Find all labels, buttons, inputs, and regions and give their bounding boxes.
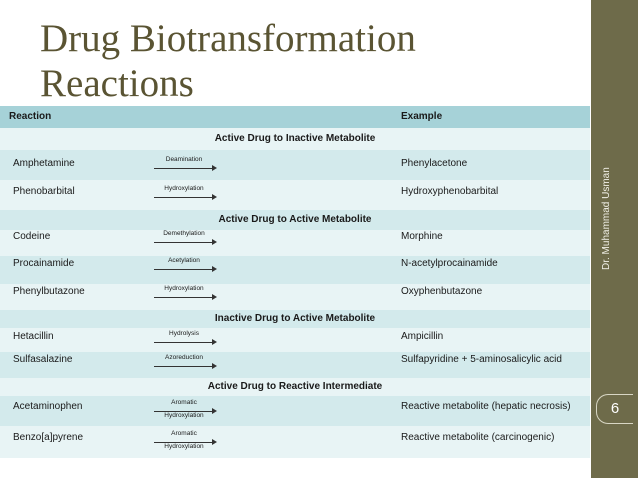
table-row: [0, 396, 590, 426]
example-metabolite: Phenylacetone: [401, 158, 468, 169]
arrow-right-icon: [212, 339, 217, 345]
reaction-label: Hydroxylation: [164, 285, 204, 292]
example-metabolite: Morphine: [401, 231, 443, 242]
reaction-label: Hydroxylation: [164, 185, 204, 192]
section-header: [0, 210, 590, 230]
author-name: Dr. Muhammad Usman: [601, 167, 612, 270]
reaction-arrow: [154, 430, 220, 450]
reaction-label: Demethylation: [163, 230, 205, 237]
example-metabolite: Oxyphenbutazone: [401, 286, 483, 297]
arrow-right-icon: [212, 363, 217, 369]
example-metabolite: Hydroxyphenobarbital: [401, 186, 499, 197]
drug-name: Codeine: [13, 231, 51, 242]
reaction-label: Aromatic: [171, 430, 197, 437]
title-line-1: Drug Biotransformation: [40, 17, 416, 60]
table-row: [0, 150, 590, 180]
section-label: Active Drug to Active Metabolite: [218, 214, 372, 225]
example-metabolite: Reactive metabolite (hepatic necrosis): [401, 401, 571, 412]
section-header: [0, 378, 590, 396]
reaction-arrow: [154, 285, 220, 293]
drug-name: Hetacillin: [13, 331, 54, 342]
reaction-arrow: [154, 185, 220, 193]
header-example: Example: [401, 111, 443, 122]
table-row: [0, 180, 590, 210]
section-label: Active Drug to Inactive Metabolite: [214, 133, 376, 144]
reaction-arrow: [154, 330, 220, 338]
reaction-arrow: [154, 399, 220, 419]
table-header: [0, 106, 590, 128]
reaction-label-2: Hydroxylation: [164, 443, 204, 450]
table-row: [0, 426, 590, 458]
header-reaction: Reaction: [9, 111, 52, 122]
reaction-table: [0, 106, 590, 458]
section-header: [0, 310, 590, 328]
section-label: Active Drug to Reactive Intermediate: [207, 381, 383, 392]
reaction-arrow: [154, 156, 220, 164]
drug-name: Sulfasalazine: [13, 354, 73, 365]
reaction-arrow: [154, 230, 220, 238]
reaction-arrow: [154, 257, 220, 265]
arrow-right-icon: [212, 266, 217, 272]
drug-name: Acetaminophen: [13, 401, 83, 412]
section-label: Inactive Drug to Active Metabolite: [214, 313, 376, 324]
drug-name: Amphetamine: [13, 158, 75, 169]
table-row: [0, 230, 590, 256]
reaction-label-2: Hydroxylation: [164, 412, 204, 419]
drug-name: Phenylbutazone: [13, 286, 85, 297]
example-metabolite: Ampicillin: [401, 331, 444, 342]
reaction-arrow: [154, 354, 220, 362]
table-row: [0, 352, 590, 378]
arrow-right-icon: [212, 165, 217, 171]
arrow-right-icon: [212, 194, 217, 200]
drug-name: Phenobarbital: [13, 186, 75, 197]
example-metabolite: Sulfapyridine + 5-aminosalicylic acid: [401, 354, 562, 365]
page-number: 6: [610, 400, 620, 417]
drug-name: Procainamide: [13, 258, 75, 269]
slide-title: [40, 16, 580, 106]
reaction-label: Acetylation: [168, 257, 200, 264]
arrow-right-icon: [212, 294, 217, 300]
reaction-label: Azoreduction: [165, 354, 203, 361]
arrow-right-icon: [212, 239, 217, 245]
title-line-2: Reactions: [40, 62, 194, 105]
section-header: [0, 128, 590, 150]
drug-name: Benzo[a]pyrene: [13, 432, 84, 443]
reaction-label: Deamination: [165, 156, 203, 163]
table-row: [0, 328, 590, 352]
table-row: [0, 256, 590, 284]
example-metabolite: Reactive metabolite (carcinogenic): [401, 432, 555, 443]
table-row: [0, 284, 590, 310]
example-metabolite: N-acetylprocainamide: [401, 258, 498, 269]
reaction-label: Aromatic: [171, 399, 197, 406]
reaction-label: Hydrolysis: [169, 330, 199, 337]
